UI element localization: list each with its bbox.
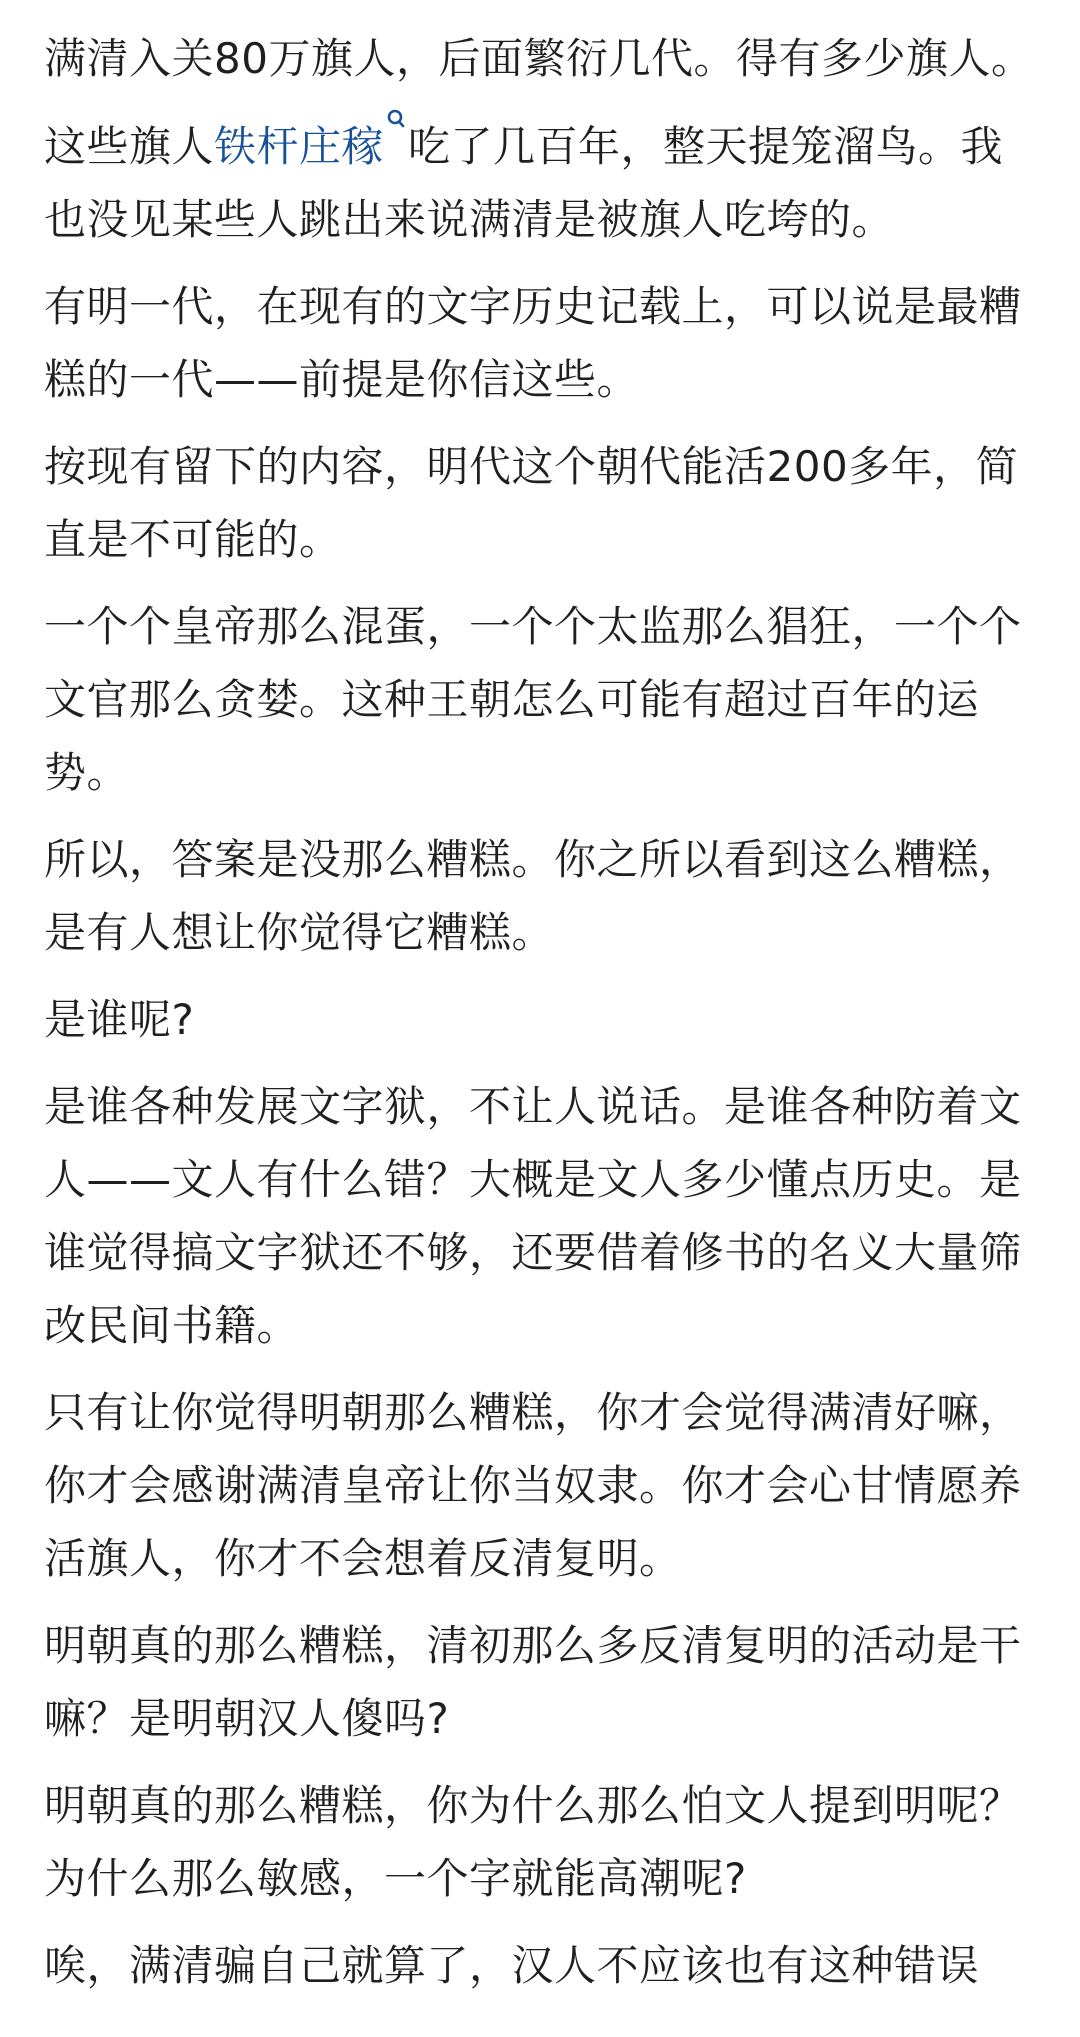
paragraph-9: 只有让你觉得明朝那么糟糕，你才会觉得满清好嘛，你才会感谢满清皇帝让你当奴隶。你才会心甘情愿养活旗人，你才不会想着反清复明。: [44, 1388, 1022, 1583]
paragraph-5: 一个个皇帝那么混蛋，一个个太监那么猖狂，一个个文官那么贪婪。这种王朝怎么可能有超过百年的运势。: [44, 602, 1022, 797]
paragraph-3: 有明一代，在现有的文字历史记载上，可以说是最糟糕的一代——前提是你信这些。: [44, 282, 1022, 404]
paragraph-11: 明朝真的那么糟糕，你为什么那么怕文人提到明呢？为什么那么敏感，一个字就能高潮呢?: [44, 1781, 1022, 1903]
paragraph-2-after: 吃了几百年，整天提笼溜鸟。我也没见某些人跳出来说满清是被旗人吃垮的。: [44, 122, 1004, 244]
paragraph-2: [44, 109, 1044, 256]
paragraph-10: 明朝真的那么糟糕，清初那么多反清复明的活动是干嘛？是明朝汉人傻吗?: [44, 1621, 1022, 1743]
paragraph-2-before: 这些旗人: [44, 122, 215, 171]
search-icon[interactable]: [386, 109, 406, 137]
paragraph-7: 是谁呢?: [44, 995, 195, 1044]
paragraph-8: 是谁各种发展文字狱，不让人说话。是谁各种防着文人——文人有什么错？大概是文人多少懂点历史。是谁觉得搞文字狱还不够，还要借着修书的名义大量筛改民间书籍。: [44, 1082, 1022, 1350]
paragraph-1: 满清入关80万旗人，后面繁衍几代。得有多少旗人。: [44, 34, 1034, 83]
paragraph-6: 所以，答案是没那么糟糕。你之所以看到这么糟糕，是有人想让你觉得它糟糕。: [44, 835, 1022, 957]
paragraph-4: 按现有留下的内容，明代这个朝代能活200多年，简直是不可能的。: [44, 442, 1019, 564]
paragraph-12: 唉，满清骗自己就算了，汉人不应该也有这种错误: [44, 1941, 980, 1990]
answer-content: [44, 22, 1044, 2016]
keyword-link-tiegan-zhuangjia[interactable]: 铁杆庄稼: [214, 122, 385, 171]
